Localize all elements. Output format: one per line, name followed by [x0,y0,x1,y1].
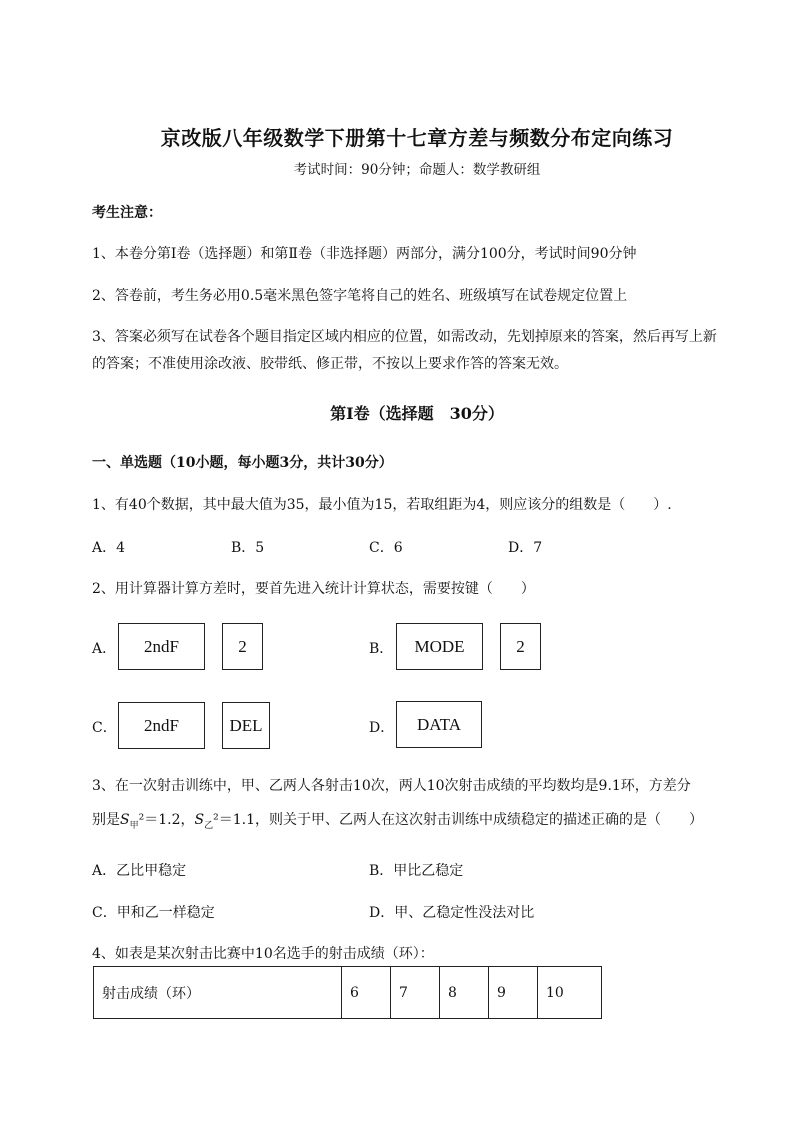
question-4-text: 4、如表是某次射击比赛中10名选手的射击成绩（环）： [92,946,434,962]
table-cell: 8 [440,967,489,1019]
question-3-text: 3、在一次射击训练中，甲、乙两人各射击10次，两人10次射击成绩的平均数均是9.1环，方差分 [92,778,691,794]
part-heading: 一、单选题（10小题，每小题3分，共计30分） [92,455,393,471]
page-title: 京改版八年级数学下册第十七章方差与频数分布定向练习 [160,126,674,150]
table-cell: 10 [538,967,602,1019]
key-2-a: 2 [222,623,263,670]
notice-item-3: 3、答案必须写在试卷各个题目指定区域内相应的位置，如需改动，先划掉原来的答案，然后再写上新 [92,329,717,345]
question-1-text: 1、有40个数据，其中最大值为35，最小值为15，若取组距为4，则应该分的组数是（ ）. [92,497,672,513]
table-cell: 9 [489,967,538,1019]
q3-option-c[interactable]: C．甲和乙一样稳定 [92,905,215,921]
question-2-text: 2、用计算器计算方差时，要首先进入统计计算状态，需要按键（ ） [92,581,535,597]
table-row [94,967,602,1019]
q1-option-d[interactable]: D．7 [508,540,543,556]
q1-option-b[interactable]: B．5 [231,540,265,556]
q1-option-c[interactable]: C．6 [369,540,403,556]
key-2ndf-a: 2ndF [118,623,205,670]
q2-option-d-label[interactable]: D． [369,720,395,736]
notice-item-2: 2、答卷前，考生务必用0.5毫米黑色签字笔将自己的姓名、班级填写在试卷规定位置上 [92,288,628,304]
key-2ndf-c: 2ndF [118,702,205,749]
notice-item-1: 1、本卷分第I卷（选择题）和第Ⅱ卷（非选择题）两部分，满分100分，考试时间90分钟 [92,246,637,262]
q3-option-d[interactable]: D．甲、乙稳定性没法对比 [369,905,535,921]
q2-option-c-label[interactable]: C． [92,720,117,736]
table-cell: 7 [391,967,440,1019]
question-3-text-continued: 别是$S_甲^2=1.2$，$S_乙^2=1.1$，则关于甲、乙两人在这次射击训练中成绩稳定的描述正确的是（ ） [92,812,703,831]
notice-item-3-continued: 的答案；不准使用涂改液、胶带纸、修正带，不按以上要求作答的答案无效。 [92,356,568,372]
q2-option-b-label[interactable]: B． [369,641,394,657]
q1-option-a[interactable]: A．4 [92,540,126,556]
key-mode-b: MODE [396,623,483,670]
key-2-b: 2 [500,623,541,670]
notice-heading: 考生注意： [92,205,162,221]
table-cell: 6 [342,967,391,1019]
section-title: 第I卷（选择题 30分） [330,404,504,423]
exam-subtitle: 考试时间：90分钟；命题人：数学教研组 [293,162,541,178]
q3-option-b[interactable]: B．甲比乙稳定 [369,863,464,879]
q3-option-a[interactable]: A．乙比甲稳定 [92,863,187,879]
table-row-label: 射击成绩（环） [94,967,342,1019]
score-table [93,966,602,1019]
key-del-c: DEL [222,702,270,749]
key-data-d: DATA [396,701,482,748]
q2-option-a-label[interactable]: A． [92,641,117,657]
